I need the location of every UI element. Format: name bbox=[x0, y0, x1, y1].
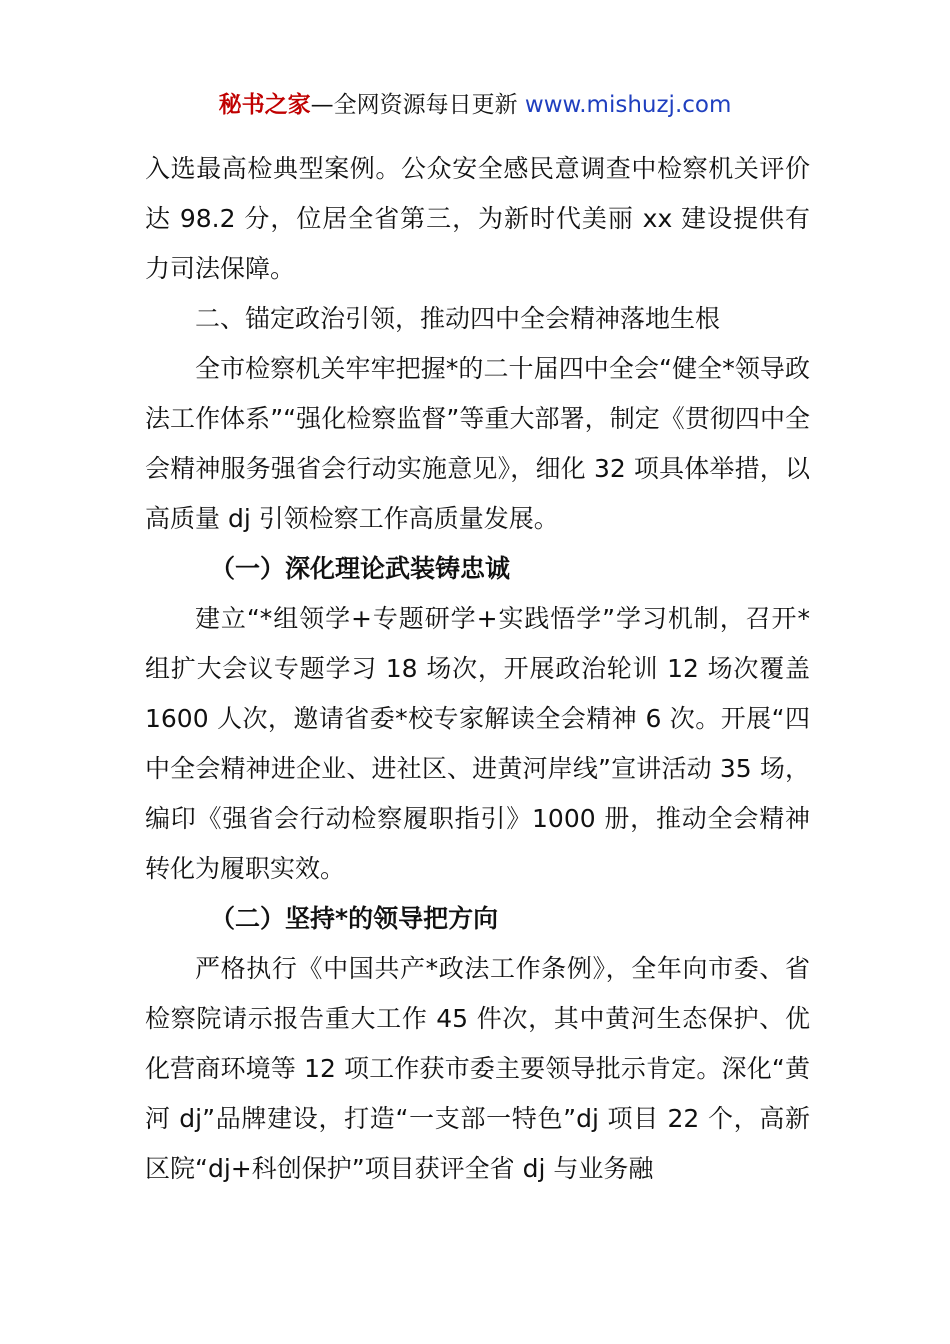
paragraph: 严格执行《中国共产*政法工作条例》，全年向市委、省检察院请示报告重大工作 45 件次，其中黄河生态保护、优化营商环境等 12 项工作获市委主要领导批示肯定。深化“黄河 dj”品牌建设，打造“一支部一特色”dj 项目 22 个，高新区院“dj+科创保护”项目获评全省 dj 与业务融 bbox=[145, 954, 810, 1183]
header-tagline: —全网资源每日更新 bbox=[310, 92, 525, 118]
document-body bbox=[145, 144, 810, 1194]
site-url-link[interactable]: www.mishuzj.com bbox=[524, 92, 732, 118]
subsection-heading-2: （二）坚持*的领导把方向 bbox=[210, 904, 499, 933]
paragraph: 建立“*组领学+专题研学+实践悟学”学习机制，召开*组扩大会议专题学习 18 场次，开展政治轮训 12 场次覆盖 1600 人次，邀请省委*校专家解读全会精神 6 次。开展“四中全会精神进企业、进社区、进黄河岸线”宣讲活动 35 场，编印《强省会行动检察履职指引》1000 册，推动全会精神转化为履职实效。 bbox=[145, 604, 810, 883]
brand-name: 秘书之家 bbox=[218, 92, 311, 118]
section-heading-2: 二、锚定政治引领，推动四中全会精神落地生根 bbox=[195, 304, 721, 333]
subsection-heading-1: （一）深化理论武装铸忠诚 bbox=[210, 554, 511, 583]
site-header bbox=[0, 88, 950, 122]
paragraph-continued: 入选最高检典型案例。公众安全感民意调查中检察机关评价达 98.2 分，位居全省第三，为新时代美丽 xx 建设提供有力司法保障。 bbox=[145, 154, 810, 283]
paragraph: 全市检察机关牢牢把握*的二十届四中全会“健全*领导政法工作体系”“强化检察监督”等重大部署，制定《贯彻四中全会精神服务强省会行动实施意见》，细化 32 项具体举措，以高质量 dj 引领检察工作高质量发展。 bbox=[145, 354, 810, 533]
